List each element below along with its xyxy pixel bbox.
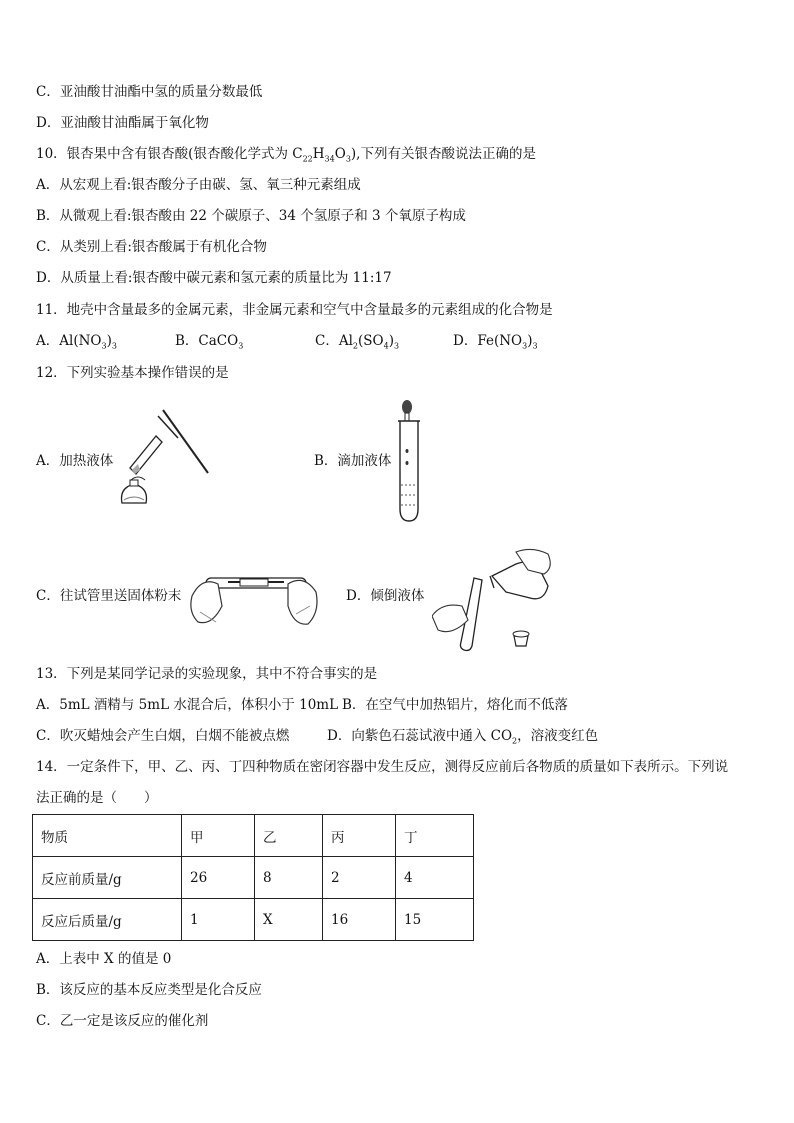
table-cell: 16: [323, 899, 396, 941]
q11-stem: 11．地壳中含量最多的金属元素，非金属元素和空气中含量最多的元素组成的化合物是: [36, 302, 553, 318]
q14-mass-table: [32, 814, 474, 941]
q11-option-b: B．CaCO$_3$: [175, 333, 244, 351]
powder-into-tube-figure: [188, 566, 320, 632]
pouring-liquid-figure: [432, 546, 556, 654]
table-cell: 4: [396, 857, 474, 899]
table-header-cell: 物质: [33, 815, 182, 857]
q13-option-c: C．吹灭蜡烛会产生白烟，白烟不能被点燃: [36, 728, 290, 744]
q14-option-a: A．上表中 X 的值是 0: [36, 951, 172, 967]
q10-option-d: D．从质量上看:银杏酸中碳元素和氢元素的质量比为 11:17: [36, 270, 392, 286]
q12-option-c: C．往试管里送固体粉末: [36, 588, 182, 604]
q14-option-b: B．该反应的基本反应类型是化合反应: [36, 982, 262, 998]
table-cell: 8: [255, 857, 323, 899]
q11-option-d: D．$Fe(NO_3)_3$: [453, 333, 538, 351]
q12-option-a: A．加热液体: [36, 453, 114, 469]
q12-option-b: B．滴加液体: [314, 453, 392, 469]
table-header-cell: 乙: [255, 815, 323, 857]
table-cell: 1: [182, 899, 255, 941]
q12-option-d: D．倾倒液体: [346, 588, 425, 604]
q10-stem: 10．银杏果中含有银杏酸(银杏酸化学式为 $C_{22}H_{34}O_3$),下列有关银杏酸说法正确的是: [36, 146, 536, 164]
q13-option-a: A．5mL 酒精与 5mL 水混合后，体积小于 10mL: [36, 697, 339, 713]
table-header-cell: 丁: [396, 815, 474, 857]
table-header-cell: 甲: [182, 815, 255, 857]
q11-option-a: A．$Al(NO_3)_3$: [36, 333, 117, 351]
q14-stem: 14．一定条件下，甲、乙、丙、丁四种物质在密闭容器中发生反应，测得反应前后各物质的质量如下表所示。下列说: [36, 759, 729, 775]
q13-option-d: D．向紫色石蕊试液中通入 $CO_2$，溶液变红色: [327, 728, 599, 746]
table-cell: 26: [182, 857, 255, 899]
q13-option-b: B．在空气中加热铝片，熔化而不低落: [342, 697, 568, 713]
q14-stem-continued: 法正确的是（ ）: [36, 790, 158, 806]
table-cell: X: [255, 899, 323, 941]
heating-liquid-figure: [118, 408, 213, 508]
table-header-cell: 丙: [323, 815, 396, 857]
q14-option-c: C．乙一定是该反应的催化剂: [36, 1013, 209, 1029]
q11-option-c: C．$Al_2(SO_4)_3$: [315, 333, 400, 351]
q10-option-c: C．从类别上看:银杏酸属于有机化合物: [36, 239, 267, 255]
table-header-row: [33, 815, 474, 857]
q9-option-d: D．亚油酸甘油酯属于氧化物: [36, 115, 209, 131]
dropping-liquid-figure: [396, 399, 422, 523]
table-cell: 反应后质量/g: [33, 899, 182, 941]
q12-stem: 12．下列实验基本操作错误的是: [36, 365, 229, 381]
q10-option-b: B．从微观上看:银杏酸由 22 个碳原子、34 个氢原子和 3 个氧原子构成: [36, 208, 466, 224]
table-row: [33, 899, 474, 941]
table-cell: 2: [323, 857, 396, 899]
q9-option-c: C．亚油酸甘油酯中氢的质量分数最低: [36, 84, 263, 100]
table-row: [33, 857, 474, 899]
q10-option-a: A．从宏观上看:银杏酸分子由碳、氢、氧三种元素组成: [36, 177, 361, 193]
table-cell: 15: [396, 899, 474, 941]
table-cell: 反应前质量/g: [33, 857, 182, 899]
q13-stem: 13．下列是某同学记录的实验现象，其中不符合事实的是: [36, 666, 378, 682]
